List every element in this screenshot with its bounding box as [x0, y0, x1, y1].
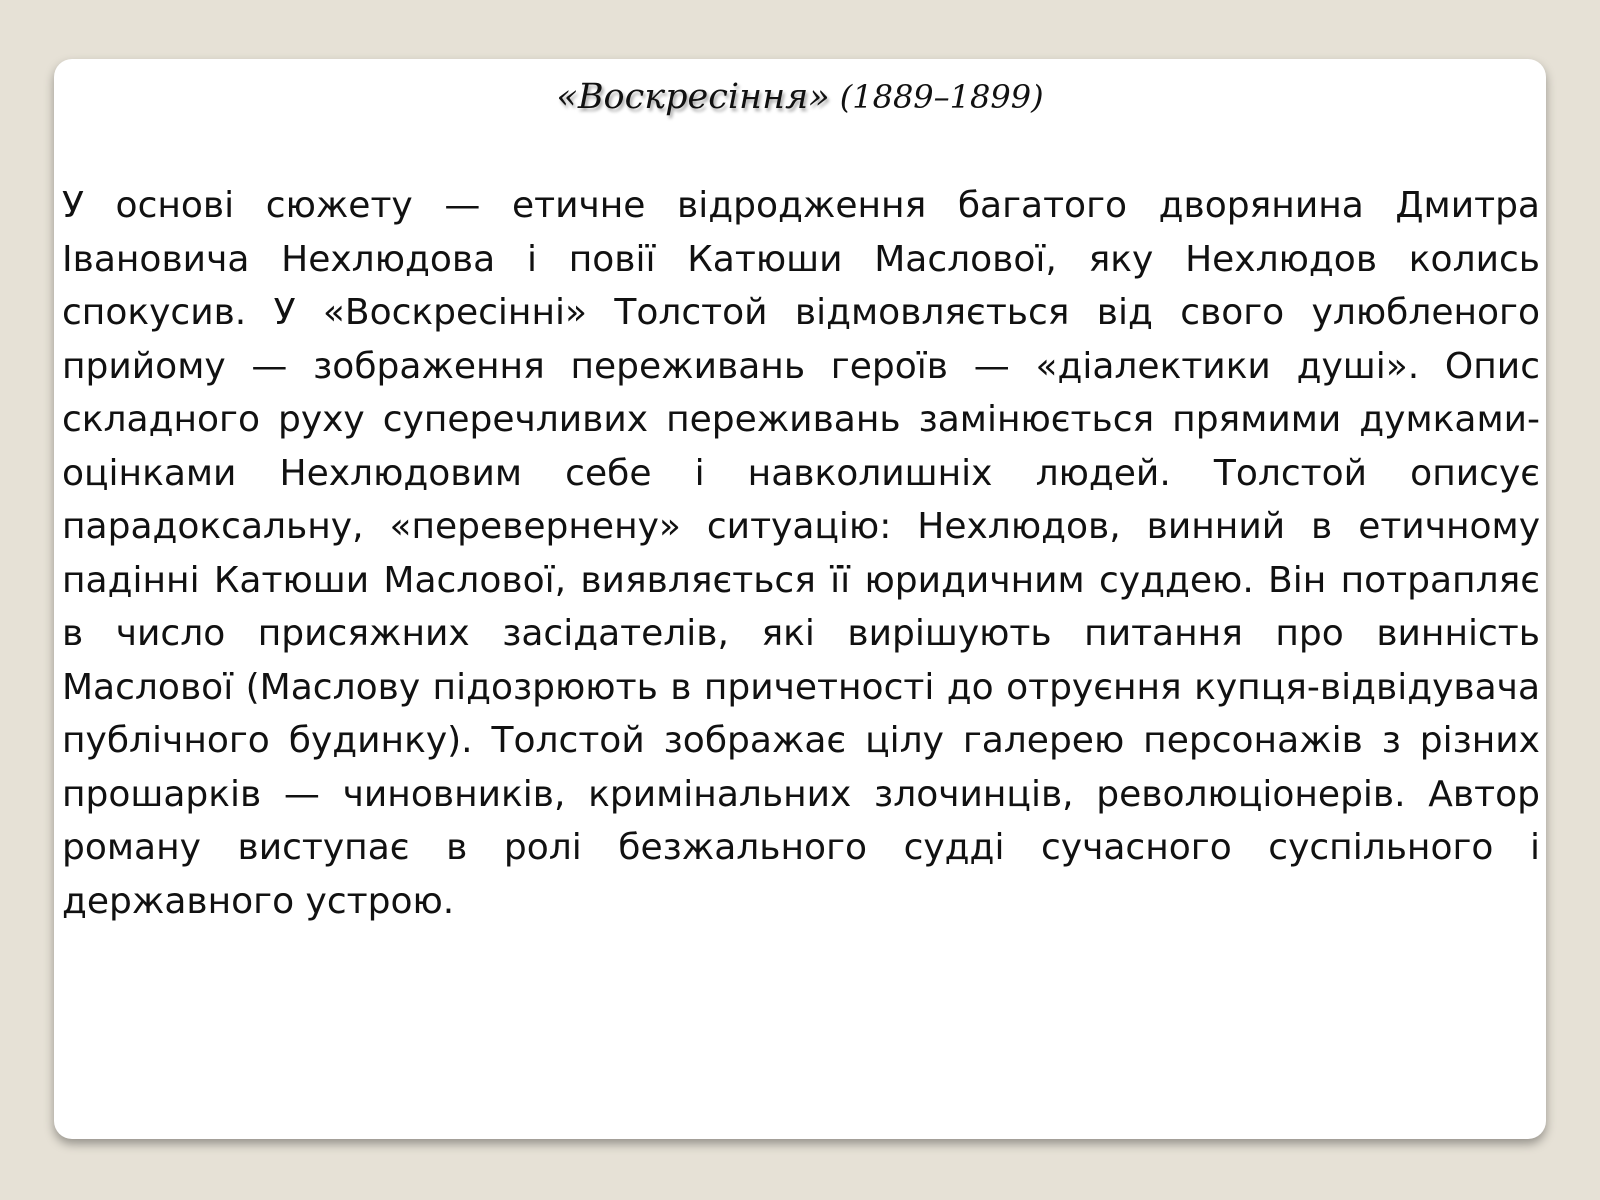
slide-title	[54, 77, 1546, 117]
title-text: «Воскресіння»	[556, 77, 830, 117]
body-paragraph: У основі сюжету — етичне відродження багатого дворянина Дмитра Івановича Нехлюдова і повії Катюши Маслової, яку Нехлюдов колись спокусив. У «Воскресінні» Толстой відмовляється від свого улюбленого прийому — зображення переживань героїв — «діалектики душі». Опис складного руху суперечливих переживань замінюється прямими думками-оцінками Нехлюдовим себе і навколишніх людей. Толстой описує парадоксальну, «перевернену» ситуацію: Нехлюдов, винний в етичному падінні Катюши Маслової, виявляється її юридичним суддею. Він потрапляє в число присяжних засідателів, які вирішують питання про винність Маслової (Маслову підозрюють в причетності до отруєння купця-відвідувача публічного будинку). Толстой зображає цілу галерею персонажів з різних прошарків — чиновників, кримінальних злочинців, революціонерів. Автор роману виступає в ролі безжального судді сучасного суспільного і державного устрою.	[62, 185, 1540, 922]
title-years: (1889–1899)	[839, 78, 1044, 116]
slide-card	[54, 59, 1546, 1139]
